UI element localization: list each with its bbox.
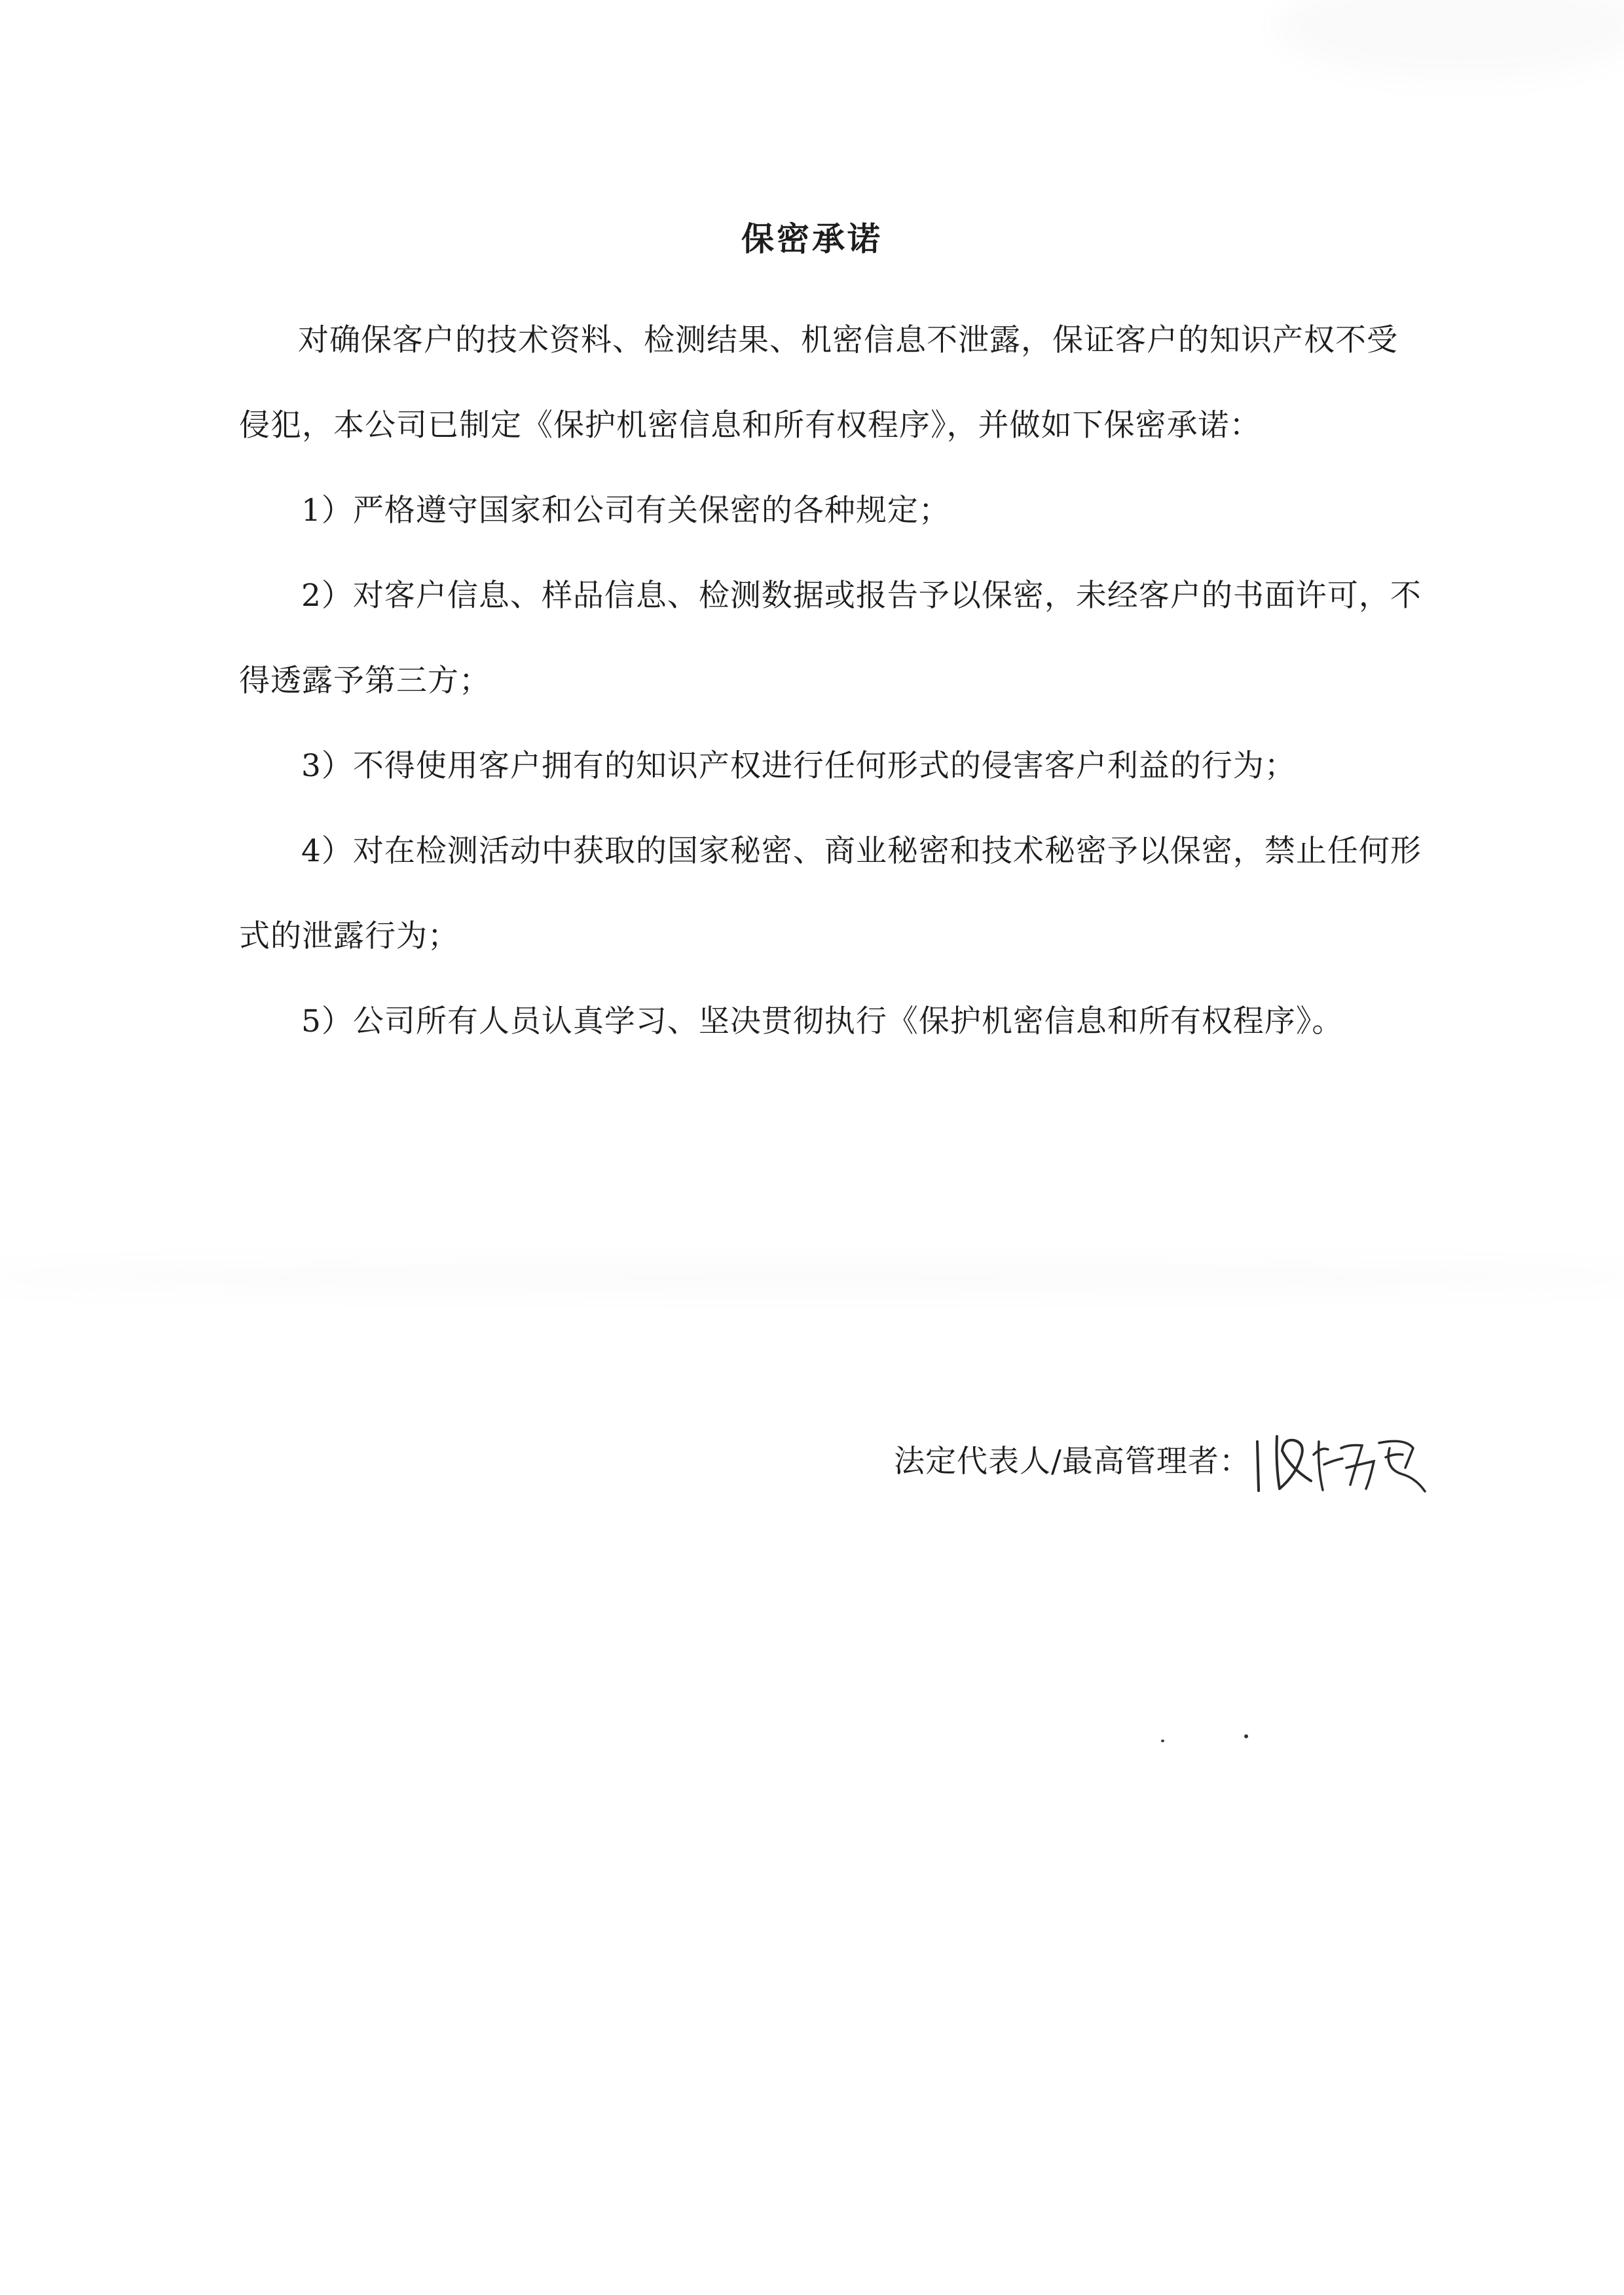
- commitment-item-5: 5）公司所有人员认真学习、坚决贯彻执行《保护机密信息和所有权程序》。: [301, 1003, 1344, 1039]
- handwritten-signature: [1251, 1428, 1434, 1501]
- commitment-item-2-line-1: 2）对客户信息、样品信息、检测数据或报告予以保密，未经客户的书面许可，不: [301, 578, 1422, 614]
- commitment-item-3: 3）不得使用客户拥有的知识产权进行任何形式的侵害客户利益的行为；: [301, 748, 1296, 784]
- scan-speck: [1244, 1734, 1248, 1738]
- paragraph-intro-line-2: 侵犯，本公司已制定《保护机密信息和所有权程序》，并做如下保密承诺：: [239, 407, 1261, 443]
- document-title: 保密承诺: [741, 219, 883, 258]
- scan-shadow: [1277, 0, 1624, 79]
- commitment-item-4-line-1: 4）对在检测活动中获取的国家秘密、商业秘密和技术秘密予以保密，禁止任何形: [301, 833, 1422, 869]
- commitment-item-2-line-2: 得透露予第三方；: [239, 663, 490, 699]
- signature-block: [894, 1429, 1434, 1495]
- paragraph-intro-line-1: 对确保客户的技术资料、检测结果、机密信息不泄露，保证客户的知识产权不受: [298, 322, 1398, 358]
- scan-speck: [1161, 1740, 1164, 1742]
- signature-label: 法定代表人/最高管理者：: [894, 1444, 1251, 1480]
- scan-shadow: [0, 1264, 1624, 1290]
- commitment-item-1: 1）严格遵守国家和公司有关保密的各种规定；: [301, 493, 950, 529]
- commitment-item-4-line-2: 式的泄露行为；: [239, 918, 459, 954]
